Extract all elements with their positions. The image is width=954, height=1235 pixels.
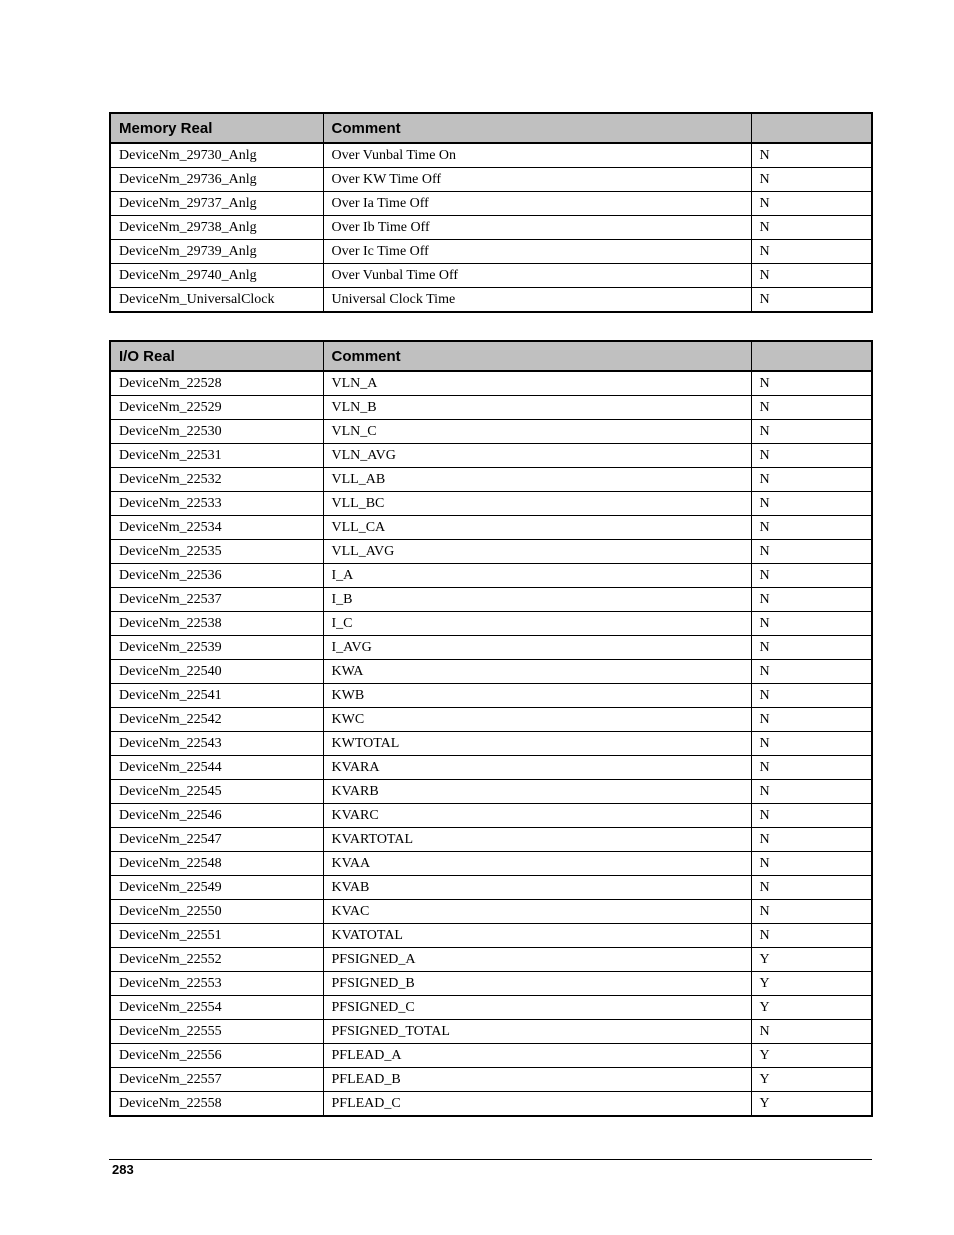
cell-comment: I_C <box>323 612 751 636</box>
table-row <box>110 564 872 588</box>
table-row <box>110 948 872 972</box>
cell-name: DeviceNm_29737_Anlg <box>110 192 323 216</box>
cell-comment: PFSIGNED_A <box>323 948 751 972</box>
cell-comment: Over Ic Time Off <box>323 240 751 264</box>
cell-comment: I_B <box>323 588 751 612</box>
column-header-comment: Comment <box>323 113 751 143</box>
column-header-name: I/O Real <box>110 341 323 371</box>
cell-flag: N <box>751 588 872 612</box>
column-header-flag <box>751 113 872 143</box>
cell-flag: Y <box>751 1044 872 1068</box>
cell-comment: PFSIGNED_C <box>323 996 751 1020</box>
cell-comment: Universal Clock Time <box>323 288 751 313</box>
column-header-name: Memory Real <box>110 113 323 143</box>
cell-name: DeviceNm_22553 <box>110 972 323 996</box>
cell-flag: N <box>751 564 872 588</box>
cell-comment: Over Ia Time Off <box>323 192 751 216</box>
cell-name: DeviceNm_29730_Anlg <box>110 143 323 168</box>
table-row <box>110 684 872 708</box>
cell-comment: KWTOTAL <box>323 732 751 756</box>
cell-flag: N <box>751 876 872 900</box>
cell-flag: N <box>751 684 872 708</box>
cell-comment: VLN_C <box>323 420 751 444</box>
table-row <box>110 192 872 216</box>
cell-name: DeviceNm_22557 <box>110 1068 323 1092</box>
cell-name: DeviceNm_22550 <box>110 900 323 924</box>
cell-comment: KVAC <box>323 900 751 924</box>
table-row <box>110 924 872 948</box>
cell-name: DeviceNm_29736_Anlg <box>110 168 323 192</box>
cell-flag: Y <box>751 1068 872 1092</box>
cell-flag: N <box>751 516 872 540</box>
column-header-flag <box>751 341 872 371</box>
cell-comment: Over Vunbal Time On <box>323 143 751 168</box>
cell-comment: KVARA <box>323 756 751 780</box>
cell-comment: KVATOTAL <box>323 924 751 948</box>
cell-name: DeviceNm_22554 <box>110 996 323 1020</box>
cell-name: DeviceNm_UniversalClock <box>110 288 323 313</box>
cell-flag: N <box>751 852 872 876</box>
table-row <box>110 240 872 264</box>
cell-flag: N <box>751 468 872 492</box>
cell-name: DeviceNm_22542 <box>110 708 323 732</box>
cell-flag: N <box>751 660 872 684</box>
cell-comment: Over KW Time Off <box>323 168 751 192</box>
table-row <box>110 168 872 192</box>
cell-flag: N <box>751 396 872 420</box>
cell-comment: Over Vunbal Time Off <box>323 264 751 288</box>
cell-flag: N <box>751 168 872 192</box>
cell-name: DeviceNm_22556 <box>110 1044 323 1068</box>
cell-flag: N <box>751 780 872 804</box>
table-row <box>110 371 872 396</box>
cell-flag: N <box>751 828 872 852</box>
cell-name: DeviceNm_22558 <box>110 1092 323 1117</box>
cell-name: DeviceNm_22539 <box>110 636 323 660</box>
cell-flag: N <box>751 371 872 396</box>
cell-name: DeviceNm_22535 <box>110 540 323 564</box>
table-row <box>110 756 872 780</box>
table-row <box>110 1068 872 1092</box>
cell-flag: N <box>751 540 872 564</box>
table-row <box>110 660 872 684</box>
cell-name: DeviceNm_22546 <box>110 804 323 828</box>
cell-name: DeviceNm_22549 <box>110 876 323 900</box>
table-header-row <box>110 341 872 371</box>
cell-comment: KVARB <box>323 780 751 804</box>
io-real-table <box>109 340 873 1117</box>
table-row <box>110 444 872 468</box>
cell-name: DeviceNm_22551 <box>110 924 323 948</box>
cell-name: DeviceNm_22529 <box>110 396 323 420</box>
cell-comment: VLL_BC <box>323 492 751 516</box>
cell-flag: N <box>751 492 872 516</box>
cell-flag: N <box>751 756 872 780</box>
cell-name: DeviceNm_22538 <box>110 612 323 636</box>
cell-name: DeviceNm_22547 <box>110 828 323 852</box>
table-row <box>110 1020 872 1044</box>
table-row <box>110 780 872 804</box>
table-row <box>110 288 872 313</box>
table-row <box>110 612 872 636</box>
cell-comment: KVAB <box>323 876 751 900</box>
cell-comment: I_AVG <box>323 636 751 660</box>
cell-name: DeviceNm_22540 <box>110 660 323 684</box>
cell-flag: N <box>751 900 872 924</box>
cell-comment: PFLEAD_A <box>323 1044 751 1068</box>
cell-flag: N <box>751 1020 872 1044</box>
cell-flag: Y <box>751 948 872 972</box>
cell-comment: VLL_AB <box>323 468 751 492</box>
cell-name: DeviceNm_29738_Anlg <box>110 216 323 240</box>
table-header-row <box>110 113 872 143</box>
cell-flag: N <box>751 708 872 732</box>
cell-flag: N <box>751 264 872 288</box>
cell-comment: VLN_AVG <box>323 444 751 468</box>
cell-comment: VLL_CA <box>323 516 751 540</box>
table-row <box>110 216 872 240</box>
table-row <box>110 540 872 564</box>
table-row <box>110 828 872 852</box>
table-row <box>110 396 872 420</box>
cell-flag: N <box>751 240 872 264</box>
table-row <box>110 468 872 492</box>
cell-flag: Y <box>751 996 872 1020</box>
cell-name: DeviceNm_22555 <box>110 1020 323 1044</box>
cell-name: DeviceNm_22543 <box>110 732 323 756</box>
cell-name: DeviceNm_22541 <box>110 684 323 708</box>
page-number: 283 <box>112 1162 134 1177</box>
table-row <box>110 852 872 876</box>
cell-name: DeviceNm_22536 <box>110 564 323 588</box>
cell-comment: I_A <box>323 564 751 588</box>
table-row <box>110 588 872 612</box>
cell-flag: N <box>751 216 872 240</box>
cell-flag: N <box>751 732 872 756</box>
cell-name: DeviceNm_22537 <box>110 588 323 612</box>
footer-divider <box>109 1159 872 1160</box>
cell-comment: KWC <box>323 708 751 732</box>
cell-flag: Y <box>751 972 872 996</box>
cell-name: DeviceNm_22531 <box>110 444 323 468</box>
table-row <box>110 492 872 516</box>
cell-comment: KVARTOTAL <box>323 828 751 852</box>
cell-comment: PFSIGNED_B <box>323 972 751 996</box>
table-row <box>110 636 872 660</box>
table-row <box>110 420 872 444</box>
table-row <box>110 900 872 924</box>
cell-comment: KVARC <box>323 804 751 828</box>
table-row <box>110 1044 872 1068</box>
cell-flag: N <box>751 288 872 313</box>
table-row <box>110 732 872 756</box>
cell-name: DeviceNm_29739_Anlg <box>110 240 323 264</box>
cell-flag: N <box>751 804 872 828</box>
table-row <box>110 996 872 1020</box>
cell-comment: VLN_A <box>323 371 751 396</box>
cell-name: DeviceNm_22544 <box>110 756 323 780</box>
cell-comment: PFLEAD_C <box>323 1092 751 1117</box>
cell-name: DeviceNm_22532 <box>110 468 323 492</box>
cell-name: DeviceNm_22534 <box>110 516 323 540</box>
cell-flag: N <box>751 192 872 216</box>
table-row <box>110 516 872 540</box>
cell-name: DeviceNm_22533 <box>110 492 323 516</box>
cell-flag: N <box>751 612 872 636</box>
cell-flag: N <box>751 924 872 948</box>
cell-comment: VLN_B <box>323 396 751 420</box>
cell-flag: N <box>751 636 872 660</box>
cell-name: DeviceNm_22545 <box>110 780 323 804</box>
cell-flag: N <box>751 444 872 468</box>
column-header-comment: Comment <box>323 341 751 371</box>
cell-name: DeviceNm_22530 <box>110 420 323 444</box>
cell-comment: KWA <box>323 660 751 684</box>
cell-name: DeviceNm_29740_Anlg <box>110 264 323 288</box>
cell-name: DeviceNm_22552 <box>110 948 323 972</box>
table-row <box>110 876 872 900</box>
cell-comment: KWB <box>323 684 751 708</box>
cell-comment: VLL_AVG <box>323 540 751 564</box>
table-row <box>110 972 872 996</box>
table-row <box>110 143 872 168</box>
table-row <box>110 804 872 828</box>
table-row <box>110 708 872 732</box>
cell-comment: Over Ib Time Off <box>323 216 751 240</box>
cell-flag: N <box>751 143 872 168</box>
table-row <box>110 1092 872 1117</box>
cell-flag: Y <box>751 1092 872 1117</box>
cell-flag: N <box>751 420 872 444</box>
cell-comment: PFSIGNED_TOTAL <box>323 1020 751 1044</box>
cell-comment: KVAA <box>323 852 751 876</box>
cell-name: DeviceNm_22528 <box>110 371 323 396</box>
cell-comment: PFLEAD_B <box>323 1068 751 1092</box>
table-row <box>110 264 872 288</box>
memory-real-table <box>109 112 873 313</box>
cell-name: DeviceNm_22548 <box>110 852 323 876</box>
